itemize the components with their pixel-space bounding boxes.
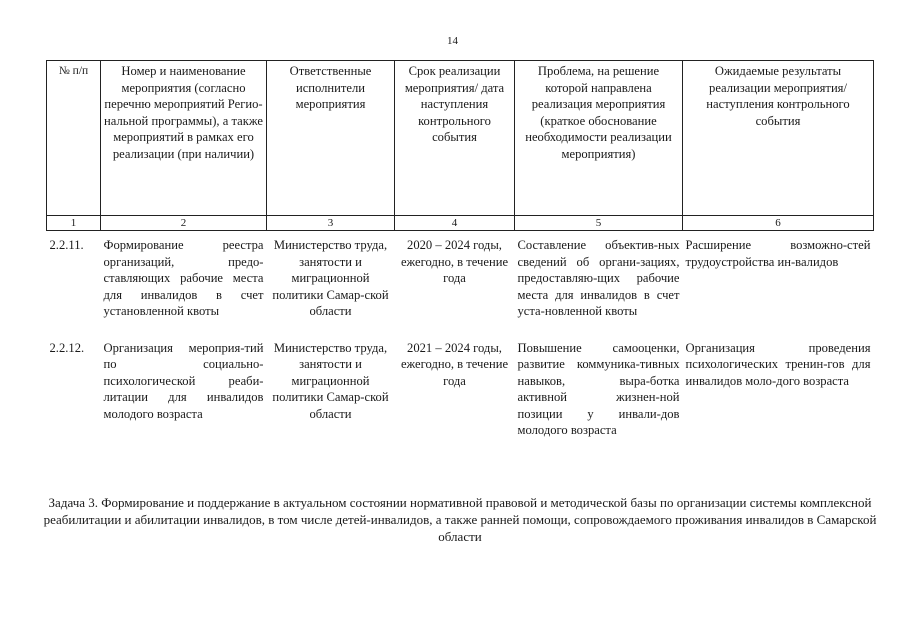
header-expected-results: Ожидаемые результаты реализации мероприятия/ наступления контрольного события	[683, 61, 874, 216]
implementation-term: 2020 – 2024 годы, ежегодно, в течение года	[400, 238, 509, 285]
table-row	[47, 231, 874, 334]
task-heading: Задача 3. Формирование и поддержание в актуальном состоянии нормативной правовой и методической базы по организации системы комплексной реабилитации и абилитации инвалидов, в том числе детей-инвалидов, а также ранней помощи, сопровождаемого проживания инвалидов в Самарской области	[43, 495, 877, 544]
row-number: 2.2.11.	[49, 238, 84, 252]
header-problem: Проблема, на решение которой направлена реализация мероприятия (краткое обоснование необходимости реализации мероприятия)	[515, 61, 683, 216]
page-number: 14	[447, 35, 458, 47]
measures-table	[46, 60, 874, 453]
problem-description: Повышение самооценки, развитие коммуника-тивных навыков, выра-ботка активной жизнен-ной позиции у инвали-дов молодого возраста	[517, 340, 680, 437]
column-number-row	[47, 216, 874, 231]
column-number: 1	[47, 216, 101, 231]
measure-name: Организация мероприя-тий по социально-психологической реаби-литации для инвалидов молодого возраста	[103, 340, 264, 421]
expected-result: Расширение возможно-стей трудоустройства ин-валидов	[685, 238, 871, 269]
table-row	[47, 334, 874, 453]
column-number: 4	[395, 216, 515, 231]
measure-name: Формирование реестра организаций, предо-ставляющих рабочие места для инвалидов в счет установленной квоты	[103, 238, 264, 318]
column-number: 6	[683, 216, 874, 231]
responsible-executor: Министерство труда, занятости и миграционной политики Самар-ской области	[272, 340, 389, 421]
responsible-executor: Министерство труда, занятости и миграционной политики Самар-ской области	[272, 238, 389, 318]
header-responsible: Ответственные исполнители мероприятия	[267, 61, 395, 216]
header-number: № п/п	[47, 61, 101, 216]
column-number: 5	[515, 216, 683, 231]
expected-result: Организация проведения психологических тренин-гов для инвалидов моло-дого возраста	[685, 340, 871, 388]
problem-description: Составление объектив-ных сведений об органи-зациях, предоставляю-щих рабочие места для инвалидов в счет уста-новленной квоты	[517, 238, 680, 318]
implementation-term: 2021 – 2024 годы, ежегодно, в течение года	[400, 340, 509, 388]
column-number: 2	[101, 216, 267, 231]
column-number: 3	[267, 216, 395, 231]
table-header-row	[47, 61, 874, 216]
header-term: Срок реализации мероприятия/ дата наступления контрольного события	[395, 61, 515, 216]
header-measure-name: Номер и наименование мероприятия (согласно перечню мероприятий Регио-нальной программы), а также мероприятий в рамках его реализации (при наличии)	[101, 61, 267, 216]
row-number: 2.2.12.	[49, 340, 85, 355]
